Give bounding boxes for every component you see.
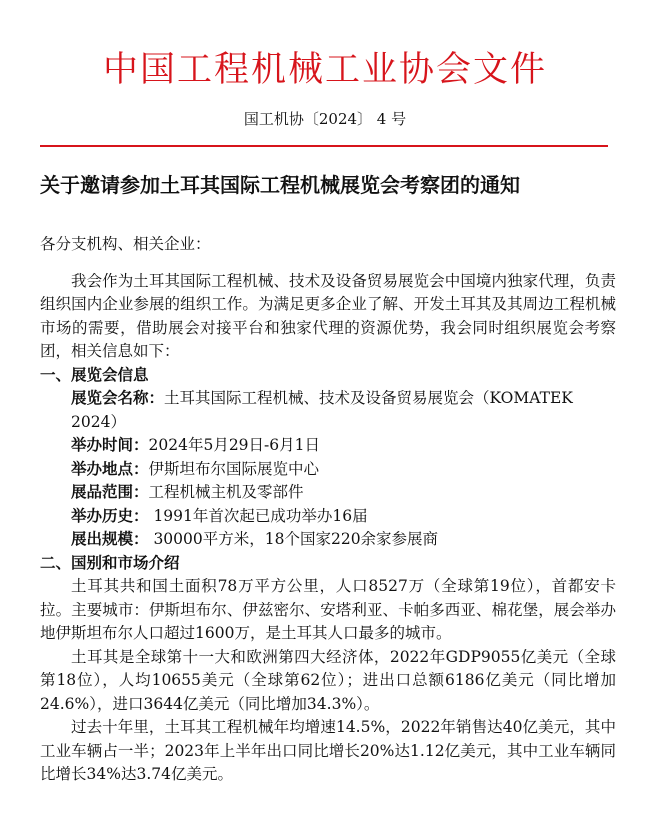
info-value: 工程机械主机及零部件 xyxy=(148,483,304,501)
info-label: 展览会名称： xyxy=(71,389,165,407)
info-label: 举办地点： xyxy=(71,459,149,478)
notice-title: 关于邀请参加土耳其国际工程机械展览会考察团的通知 xyxy=(40,173,520,197)
red-divider-line xyxy=(40,145,608,147)
info-value: 土耳其国际工程机械、技术及设备贸易展览会（KOMATEK 2024） xyxy=(71,389,573,431)
info-item-scale xyxy=(40,528,616,552)
section-heading-market-intro: 二、国别和市场介绍 xyxy=(40,553,180,572)
document-number: 国工机协〔2024〕 4 号 xyxy=(243,110,407,128)
info-label: 展品范围： xyxy=(71,483,149,501)
org-document-header: 中国工程机械工业协会文件 xyxy=(102,50,547,90)
info-item-venue xyxy=(40,458,616,482)
market-paragraph: 过去十年里，土耳其工程机械年均增速14.5%，2022年销售达40亿美元，其中工业车辆占一半；2023年上半年出口同比增长20%达1.12亿美元，其中工业车辆同比增长34%达3.74亿美元。 xyxy=(40,718,616,783)
info-item-date xyxy=(40,434,616,458)
info-value: 2024年5月29日-6月1日 xyxy=(148,436,321,454)
intro-paragraph: 我会作为土耳其国际工程机械、技术及设备贸易展览会中国境内独家代理，负责组织国内企业参展的组织工作。为满足更多企业了解、开发土耳其及其周边工程机械市场的需要，借助展会对接平台和独家代理的资源优势，我会同时组织展览会考察团，相关信息如下： xyxy=(40,271,616,360)
info-item-scope xyxy=(40,481,616,505)
info-label: 展出规模： xyxy=(71,530,149,548)
market-paragraph: 土耳其共和国土面积78万平方公里，人口8527万（全球第19位），首都安卡拉。主要城市：伊斯坦布尔、伊兹密尔、安塔利亚、卡帕多西亚、棉花堡，展会举办地伊斯坦布尔人口超过1600万，是土耳其人口最多的城市。 xyxy=(40,577,616,642)
info-item-exhibition-name xyxy=(40,387,616,434)
document-body xyxy=(40,233,616,787)
info-value: 30000平方米，18个国家220余家参展商 xyxy=(148,530,439,548)
info-value: 1991年首次起已成功举办16届 xyxy=(148,506,368,525)
info-item-history xyxy=(40,505,616,529)
section-heading-exhibition-info: 一、展览会信息 xyxy=(40,365,149,384)
info-label: 举办时间： xyxy=(71,436,149,454)
info-label: 举办历史： xyxy=(71,506,149,525)
market-paragraph: 土耳其是全球第十一大和欧洲第四大经济体，2022年GDP9055亿美元（全球第18位），人均10655美元（全球第62位）；进出口总额6186亿美元（同比增加24.6%），进口3644亿美元（同比增加34.3%）。 xyxy=(40,647,616,713)
info-value: 伊斯坦布尔国际展览中心 xyxy=(148,459,320,478)
salutation: 各分支机构、相关企业： xyxy=(40,235,211,253)
